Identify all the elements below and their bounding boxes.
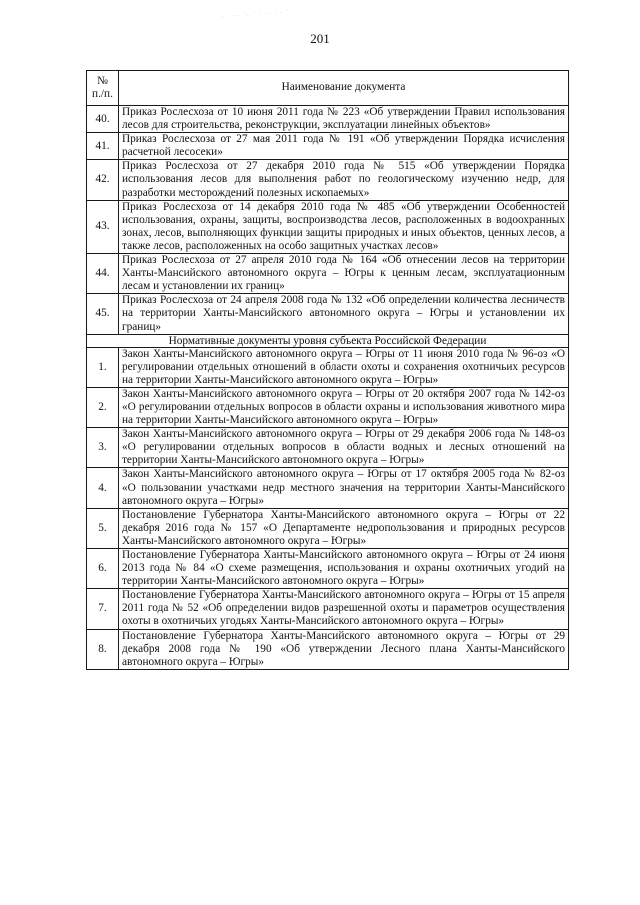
row-number: 3. [87, 428, 119, 468]
table-row [87, 133, 569, 160]
table-row [87, 629, 569, 669]
table-row [87, 428, 569, 468]
section-title: Нормативные документы уровня субъекта Российской Федерации [87, 334, 569, 347]
document-title: Приказ Рослесхоза от 27 мая 2011 года № 191 «Об утверждении Порядка исчисления расчетной лесосеки» [119, 133, 569, 160]
row-number: 41. [87, 133, 119, 160]
scan-artifact: · ˙ ·· ˙· ˙ · ·· ˙ · ˙ [221, 8, 291, 21]
table-row [87, 468, 569, 508]
document-title: Приказ Рослесхоза от 27 декабря 2010 года № 515 «Об утверждении Порядка использования лесов для выполнения работ по геологическому изучению недр, для разработки месторождений полезных ископаемых» [119, 160, 569, 200]
document-title: Постановление Губернатора Ханты-Мансийского автономного округа – Югры от 24 июня 2013 года № 84 «О схеме размещения, использования и охраны охотничьих угодий на территории Ханты-Мансийского автономного округа – Югры» [119, 549, 569, 589]
documents-table [86, 70, 569, 670]
row-number: 2. [87, 387, 119, 427]
row-number: 7. [87, 589, 119, 629]
document-title: Постановление Губернатора Ханты-Мансийского автономного округа – Югры от 29 декабря 2008 года № 190 «Об утверждении Лесного плана Ханты-Мансийского автономного округа – Югры» [119, 629, 569, 669]
header-document-name: Наименование документа [119, 71, 569, 106]
row-number: 8. [87, 629, 119, 669]
document-title: Приказ Рослесхоза от 10 июня 2011 года № 223 «Об утверждении Правил использования лесов для строительства, реконструкции, эксплуатации линейных объектов» [119, 106, 569, 133]
page-number: 201 [310, 31, 330, 46]
table-row [87, 294, 569, 334]
row-number: 1. [87, 347, 119, 387]
document-title: Закон Ханты-Мансийского автономного округа – Югры от 29 декабря 2006 года № 148-оз «О регулировании отдельных вопросов в области водных и лесных отношений на территории Ханты-Мансийского автономного округа – Югры» [119, 428, 569, 468]
table-row [87, 387, 569, 427]
table-row [87, 589, 569, 629]
row-number: 43. [87, 200, 119, 253]
document-title: Закон Ханты-Мансийского автономного округа – Югры от 17 октября 2005 года № 82-оз «О пользовании участками недр местного значения на территории Ханты-Мансийского автономного округа – Югры» [119, 468, 569, 508]
document-title: Постановление Губернатора Ханты-Мансийского автономного округа – Югры от 15 апреля 2011 года № 52 «Об определении видов разрешенной охоты и параметров осуществления охоты в охотничьих угодьях Ханты-Мансийского автономного округа – Югры» [119, 589, 569, 629]
table-row [87, 160, 569, 200]
header-number: № п./п. [87, 71, 119, 106]
row-number: 44. [87, 254, 119, 294]
table-row [87, 549, 569, 589]
row-number: 4. [87, 468, 119, 508]
row-number: 45. [87, 294, 119, 334]
section-heading-row [87, 334, 569, 347]
table-row [87, 254, 569, 294]
document-title: Закон Ханты-Мансийского автономного округа – Югры от 11 июня 2010 года № 96-оз «О регулировании отдельных отношений в области охоты и сохранения охотничьих ресурсов на территории Ханты-Мансийского автономного округа – Югры» [119, 347, 569, 387]
table-row [87, 508, 569, 548]
document-title: Приказ Рослесхоза от 27 апреля 2010 года № 164 «Об отнесении лесов на территории Ханты-Мансийского автономного округа – Югры к ценным лесам, эксплуатационным лесам и установлении их границ» [119, 254, 569, 294]
document-title: Приказ Рослесхоза от 24 апреля 2008 года № 132 «Об определении количества лесничеств на территории Ханты-Мансийского автономного округа – Югры и установлении их границ» [119, 294, 569, 334]
table-row [87, 106, 569, 133]
row-number: 5. [87, 508, 119, 548]
table-row [87, 200, 569, 253]
row-number: 42. [87, 160, 119, 200]
document-title: Закон Ханты-Мансийского автономного округа – Югры от 20 октября 2007 года № 142-оз «О регулировании отдельных вопросов в области охраны и использования животного мира на территории Ханты-Мансийского автономного округа – Югры» [119, 387, 569, 427]
document-title: Приказ Рослесхоза от 14 декабря 2010 года № 485 «Об утверждении Особенностей использования, охраны, защиты, воспроизводства лесов, расположенных в водоохранных зонах, лесов, выполняющих функции защиты природных и иных объектов, ценных лесов, а также лесов, расположенных на особо защитных участках лесов» [119, 200, 569, 253]
row-number: 40. [87, 106, 119, 133]
table-row [87, 347, 569, 387]
document-title: Постановление Губернатора Ханты-Мансийского автономного округа – Югры от 22 декабря 2016 года № 157 «О Департаменте недропользования и природных ресурсов Ханты-Мансийского автономного округа – Югры» [119, 508, 569, 548]
row-number: 6. [87, 549, 119, 589]
table-header-row [87, 71, 569, 106]
